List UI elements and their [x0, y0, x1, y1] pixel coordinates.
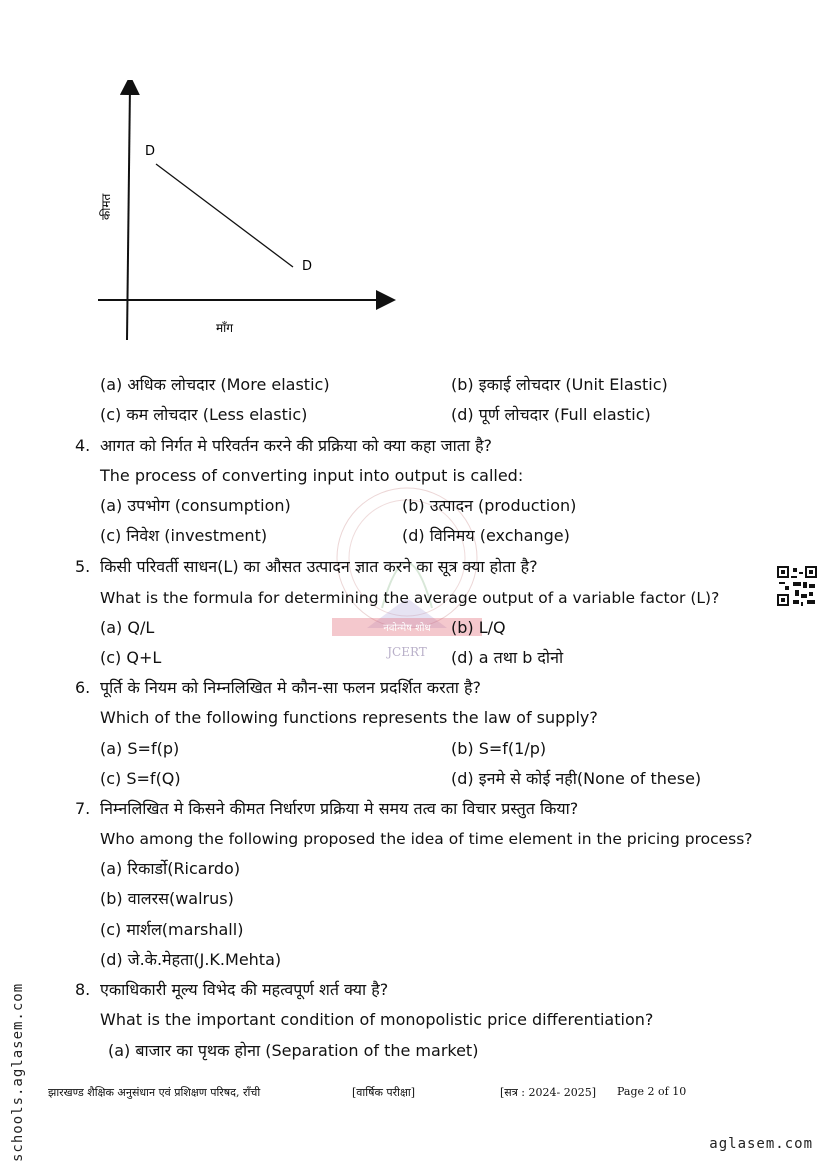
q6-hindi: पूर्ति के नियम को निम्नलिखित मे कौन-सा फलन प्रदर्शित करता है? — [100, 678, 481, 697]
x-axis-label: माँग — [216, 321, 234, 335]
q6-number: 6. — [75, 678, 91, 697]
seal-abbr: JCERT — [387, 645, 427, 659]
q4-option-c: (c) निवेश (investment) — [100, 526, 268, 545]
q7-option-c: (c) मार्शल(marshall) — [100, 920, 244, 939]
footer-council: झारखण्ड शैक्षिक अनुसंधान एवं प्रशिक्षण परिषद, राँची — [48, 1086, 261, 1099]
q6-option-a: (a) S=f(p) — [100, 739, 180, 758]
footer-exam: [वार्षिक परीक्षा] — [352, 1086, 416, 1099]
q7-hindi: निम्नलिखित मे किसने कीमत निर्धारण प्रक्रिया मे समय तत्व का विचार प्रस्तुत किया? — [100, 799, 579, 818]
q5-option-b: (b) L/Q — [451, 618, 506, 637]
q4-option-b: (b) उत्पादन (production) — [402, 496, 577, 515]
q3-option-a: (a) अधिक लोचदार (More elastic) — [100, 375, 330, 394]
q6-option-b: (b) S=f(1/p) — [451, 739, 547, 758]
q5-english: What is the formula for determining the average output of a variable factor (L)? — [100, 589, 720, 607]
q6-option-d: (d) इनमे से कोई नही(None of these) — [451, 769, 702, 788]
q4-number: 4. — [75, 436, 91, 455]
q5-option-d: (d) a तथा b दोनो — [451, 648, 564, 667]
q5-option-c: (c) Q+L — [100, 648, 162, 667]
q3-option-d: (d) पूर्ण लोचदार (Full elastic) — [451, 405, 651, 424]
q6-english: Which of the following functions represents the law of supply? — [100, 708, 598, 727]
q8-option-a: (a) बाजार का पृथक होना (Separation of the market) — [108, 1041, 479, 1060]
q7-option-d: (d) जे.के.मेहता(J.K.Mehta) — [100, 950, 282, 969]
q4-english: The process of converting input into output is called: — [100, 466, 524, 485]
q6-option-c: (c) S=f(Q) — [100, 769, 181, 788]
q7-option-a: (a) रिकार्डो(Ricardo) — [100, 859, 241, 878]
y-axis-label: कीमत — [99, 193, 113, 220]
qr-code — [777, 566, 817, 606]
q5-option-a: (a) Q/L — [100, 618, 155, 637]
q4-hindi: आगत को निर्गत मे परिवर्तन करने की प्रक्रिया को क्या कहा जाता है? — [100, 436, 493, 455]
footer-page: Page 2 of 10 — [617, 1085, 687, 1098]
curve-start-label: D — [145, 144, 156, 159]
q5-number: 5. — [75, 557, 91, 576]
footer-session: [सत्र : 2024- 2025] — [500, 1086, 596, 1099]
demand-graph — [90, 80, 400, 355]
q7-number: 7. — [75, 799, 91, 818]
q8-number: 8. — [75, 980, 91, 999]
demand-curve — [156, 164, 293, 267]
y-axis — [127, 85, 130, 340]
q8-english: What is the important condition of monopolistic price differentiation? — [100, 1010, 654, 1029]
q3-option-b: (b) इकाई लोचदार (Unit Elastic) — [451, 375, 668, 394]
bottom-watermark: aglasem.com — [709, 1136, 813, 1152]
q7-english: Who among the following proposed the idea of time element in the pricing process? — [100, 830, 753, 848]
q4-option-d: (d) विनिमय (exchange) — [402, 526, 570, 545]
q3-option-c: (c) कम लोचदार (Less elastic) — [100, 405, 308, 424]
seal-text: नवोन्मेष शोध — [383, 623, 431, 634]
q5-hindi: किसी परिवर्ती साधन(L) का औसत उत्पादन ज्ञात करने का सूत्र क्या होता है? — [100, 557, 538, 576]
q7-option-b: (b) वालरस(walrus) — [100, 889, 234, 908]
side-watermark: schools.aglasem.com — [10, 982, 26, 1162]
curve-end-label: D — [302, 259, 313, 274]
q8-hindi: एकाधिकारी मूल्य विभेद की महत्वपूर्ण शर्त क्या है? — [100, 980, 389, 999]
q4-option-a: (a) उपभोग (consumption) — [100, 496, 291, 515]
